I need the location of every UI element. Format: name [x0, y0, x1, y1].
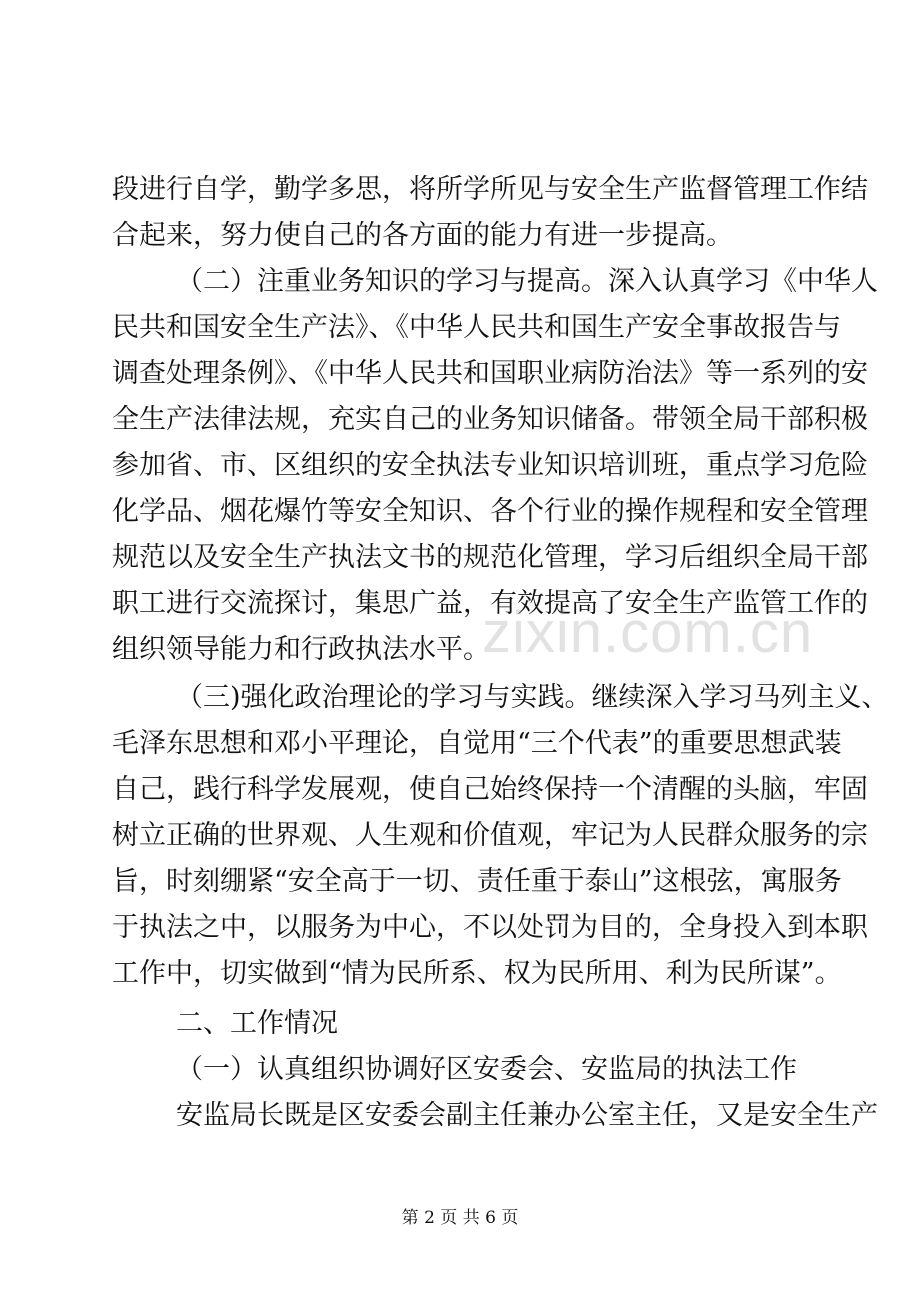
body-text-line: 调查处理条例》、《中华人民共和国职业病防治法》等一系列的安 — [112, 358, 868, 389]
body-text-line: 毛泽东思想和邓小平理论，自觉用“三个代表”的重要思想武装 — [112, 728, 842, 759]
body-text-line: 段进行自学，勤学多思，将所学所见与安全生产监督管理工作结 — [112, 174, 868, 205]
page-footer: 第 2 页 共 6 页 — [401, 1208, 519, 1228]
body-text-line: 树立正确的世界观、人生观和价值观，牢记为人民群众服务的宗 — [112, 820, 868, 851]
body-text-line: 工作中，切实做到“情为民所系、权为民所用、利为民所谋”。 — [112, 958, 842, 989]
body-text-line: 合起来，努力使自己的各方面的能力有进一步提高。 — [112, 220, 733, 251]
subsection-heading: （一）认真组织协调好区安委会、安监局的执法工作 — [176, 1054, 797, 1085]
section-heading: 二、工作情况 — [176, 1008, 338, 1039]
body-text-line: 化学品、烟花爆竹等安全知识、各个行业的操作规程和安全管理 — [112, 496, 868, 527]
body-text-line: 职工进行交流探讨，集思广益，有效提高了安全生产监管工作的 — [112, 588, 868, 619]
body-text-line: 全生产法律法规，充实自己的业务知识储备。带领全局干部积极 — [112, 404, 868, 435]
body-text-line: 组织领导能力和行政执法水平。 — [112, 634, 490, 665]
body-text-line: 参加省、市、区组织的安全执法专业知识培训班，重点学习危险 — [112, 450, 868, 481]
body-text-line: 安监局长既是区安委会副主任兼办公室主任，又是安全生产 — [176, 1100, 878, 1131]
section-heading-line: （三)强化政治理论的学习与实践。继续深入学习马列主义、 — [176, 682, 889, 713]
body-text-line: 民共和国安全生产法》、《中华人民共和国生产安全事故报告与 — [112, 312, 841, 343]
section-heading-line: （二）注重业务知识的学习与提高。深入认真学习《中华人 — [176, 266, 878, 297]
body-text-line: 自己，践行科学发展观，使自己始终保持一个清醒的头脑，牢固 — [112, 774, 868, 805]
body-text-line: 旨，时刻绷紧“安全高于一切、责任重于泰山”这根弦，寓服务 — [112, 866, 842, 897]
watermark: zixin.com.cn — [482, 600, 814, 665]
body-text-line: 规范以及安全生产执法文书的规范化管理，学习后组织全局干部 — [112, 542, 868, 573]
body-text-line: 于执法之中，以服务为中心，不以处罚为目的，全身投入到本职 — [112, 912, 868, 943]
